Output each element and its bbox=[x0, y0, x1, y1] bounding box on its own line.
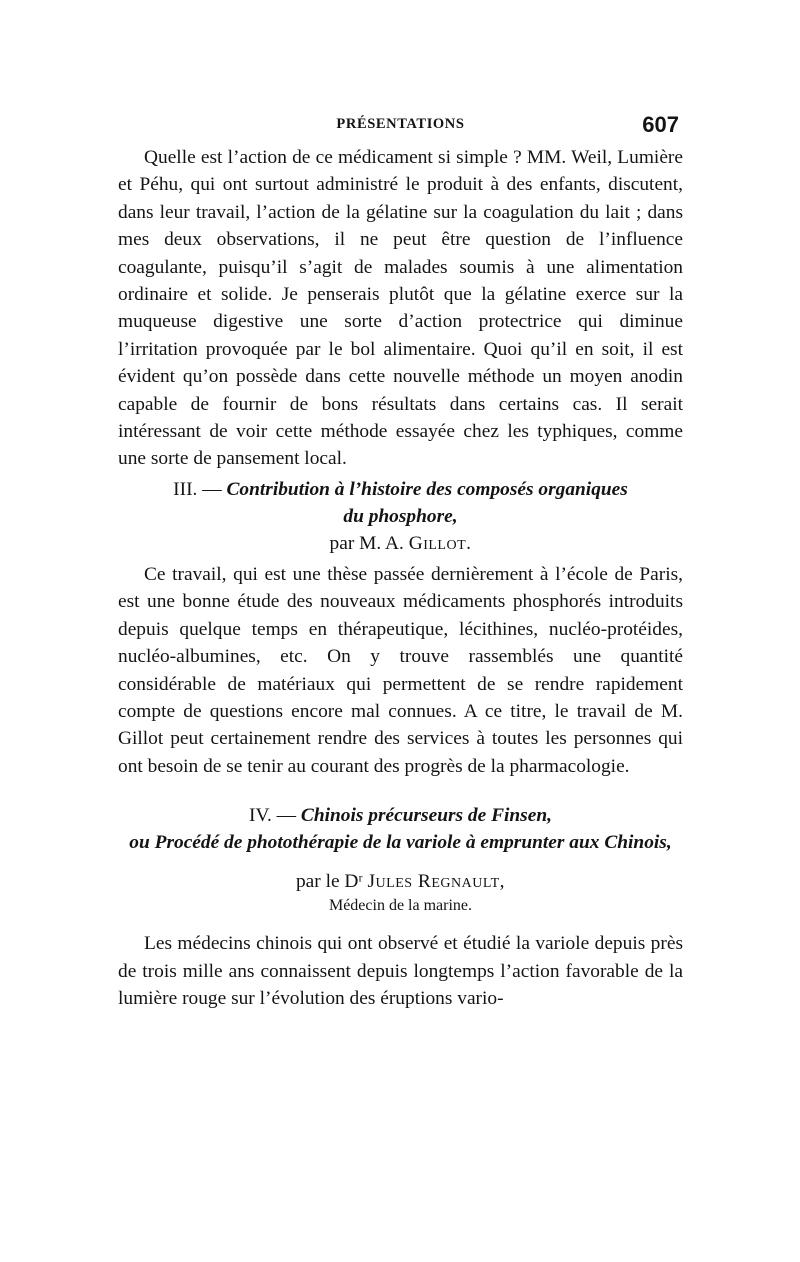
author-name: Jules Regnault, bbox=[367, 871, 506, 893]
section-title-line1: Contribution à l’histoire des composés organiques bbox=[226, 478, 628, 500]
byline-prefix: par M. A. bbox=[329, 532, 404, 554]
running-title: PRÉSENTATIONS bbox=[336, 116, 465, 132]
section-number: III. — bbox=[173, 478, 222, 500]
author-byline-gillot bbox=[118, 530, 683, 558]
section-title-line1: Chinois précurseurs de Finsen, bbox=[300, 805, 552, 827]
section-title-iv bbox=[118, 802, 683, 856]
author-name: Gillot. bbox=[408, 532, 472, 554]
section-title-line2: du phosphore, bbox=[343, 505, 458, 527]
author-byline-regnault bbox=[118, 868, 683, 896]
section-title-iii bbox=[118, 476, 683, 530]
author-affiliation: Médecin de la marine. bbox=[328, 897, 473, 915]
paragraph-gillot-review: Ce travail, qui est une thèse passée dernièrement à l’école de Paris, est une bonne étude des nouveaux médicaments phosphorés introduits depuis quelque temps en thérapeutique, lécithines, nucléo-protéides, nucléo-albumines, etc. On y trouve rassemblés une quantité considérable de matériaux qui permettent de se rendre rapidement compte de questions encore mal connues. A ce titre, le travail de M. Gillot peut certainement rendre des services à toutes les personnes qui ont besoin de se tenir au courant des progrès de la pharmacologie. bbox=[118, 563, 683, 777]
section-number: IV. — bbox=[249, 805, 297, 827]
running-head bbox=[118, 112, 683, 144]
book-page bbox=[118, 112, 683, 1012]
page-number: 607 bbox=[642, 112, 679, 137]
paragraph-gelatine-action: Quelle est l’action de ce médicament si simple ? MM. Weil, Lumière et Péhu, qui ont surtout administré le produit à des enfants, discutent, dans leur travail, l’action de la gélatine sur la coagulation du lait ; dans mes deux observations, il ne peut être question de l’influence coagulante, puisqu’il s’agit de malades soumis à une alimentation ordinaire et solide. Je penserais plutôt que la gélatine exerce sur la muqueuse digestive une sorte d’action protectrice qui diminue l’irritation provoquée par le bol alimentaire. Quoi qu’il en soit, il est évident qu’on possède dans cette nouvelle méthode un moyen anodin capable de fournir de bons résultats dans certains cas. Il serait intéressant de voir cette méthode essayée chez les typhiques, comme une sorte de pansement local. bbox=[118, 147, 683, 470]
paragraph-chinese-physicians: Les médecins chinois qui ont observé et étudié la variole depuis près de trois mille ans connaissent depuis longtemps l’action favorable de la lumière rouge sur l’évolution des éruptions vario- bbox=[118, 933, 683, 1009]
byline-prefix: par le Dʳ bbox=[295, 871, 363, 893]
section-title-line2: ou Procédé de photothérapie de la variole à emprunter aux Chinois, bbox=[129, 832, 672, 854]
